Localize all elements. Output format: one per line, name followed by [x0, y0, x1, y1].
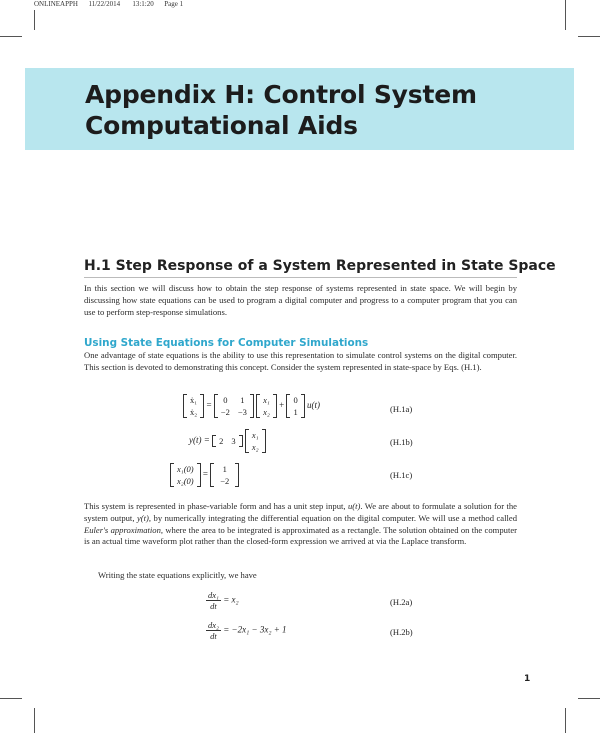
fraction-denominator: dt	[210, 631, 217, 641]
equation-h2a	[206, 590, 239, 611]
initial-condition-values	[210, 463, 239, 487]
derivative-fraction	[206, 620, 221, 641]
equation-label-h1a: (H.1a)	[390, 404, 413, 414]
crop-mark-top-left-h	[0, 36, 22, 37]
paragraph-text: , by numerically integrating the differential equation on the digital computer. We will use a method called	[148, 512, 518, 523]
matrix-cell: 0	[293, 395, 298, 405]
subsection-paragraph-2	[84, 501, 517, 548]
crop-mark-bottom-right-v	[565, 708, 566, 733]
initial-state-vector	[170, 463, 201, 487]
equation-label-h1b: (H.1b)	[390, 437, 413, 447]
paragraph-math: y(t)	[136, 512, 149, 523]
equation-rhs: = −2x₁ − 3x₂ + 1	[223, 624, 287, 635]
matrix-cell: x₂	[251, 442, 259, 452]
matrix-cell: ẋ₂	[190, 407, 198, 417]
matrix-cell: 0	[223, 395, 228, 405]
fraction-numerator: dx₁	[208, 590, 219, 600]
crop-mark-top-right-h	[578, 36, 600, 37]
paragraph-text: , where the area to be integrated is approximated as a rectangle. The solution obtained on the computer is an actual time waveform plot rather than the closed-form expression we arrived at via the Laplace transform.	[84, 524, 518, 547]
matrix-cell: 1	[222, 464, 227, 474]
subsection-title: Using State Equations for Computer Simulations	[84, 337, 369, 349]
equation-label-h2a: (H.2a)	[390, 597, 413, 607]
equation-h1a: ẋ₁ ẋ₂ = 0 1 −2 −3 x₁ x₂ + 0 1 u(t)	[183, 394, 320, 418]
subsection-paragraph-1: One advantage of state equations is the ability to use this representation to simulate control systems on the digital computer. This section is devoted to demonstrating this concept. Consider the system represented in state-space by Eqs. (H.1).	[84, 350, 517, 372]
equation-h1c: x₁(0) x₂(0) = 1 −2	[170, 463, 239, 487]
matrix-cell: 3	[231, 436, 236, 446]
fraction-numerator: dx₂	[208, 620, 219, 630]
matrix-cell: x₂	[263, 407, 270, 417]
derivative-fraction	[206, 590, 221, 611]
crop-mark-top-left-v	[34, 10, 35, 30]
page-number: 1	[524, 674, 531, 684]
system-matrix-a	[214, 394, 254, 418]
crop-mark-top-right-v	[565, 0, 566, 30]
crop-mark-bottom-left-h	[0, 698, 22, 699]
print-page-label: Page 1	[164, 0, 184, 8]
crop-mark-bottom-left-v	[34, 708, 35, 733]
equation-rhs: = x₂	[223, 594, 239, 605]
print-time: 13:1:20	[132, 0, 154, 8]
section-title: H.1 Step Response of a System Represented in State Space	[84, 258, 556, 274]
paragraph-emphasis: Euler's approximation	[84, 524, 161, 535]
state-derivative-vector	[183, 394, 204, 418]
input-matrix-b	[286, 394, 304, 418]
subsection-paragraph-3: Writing the state equations explicitly, we have	[98, 570, 257, 580]
state-vector	[256, 394, 277, 418]
matrix-cell: −3	[237, 407, 247, 417]
section-divider	[84, 277, 517, 278]
state-vector	[245, 429, 266, 453]
section-intro-paragraph: In this section we will discuss how to obtain the step response of systems represented in state space. We will begin by discussing how state equations can be used to program a digital computer and progress to a computer program that you can use to perform step-response simulations.	[84, 283, 517, 317]
paragraph-text: . We are about to formulate a solution for the system output,	[84, 501, 517, 523]
print-file: ONLINEAPPH	[34, 0, 78, 8]
matrix-cell: x₁	[263, 395, 270, 405]
chapter-banner	[25, 68, 574, 150]
matrix-cell: 1	[240, 395, 245, 405]
output-lhs: y(t) =	[189, 435, 210, 446]
matrix-cell: x₁(0)	[177, 464, 194, 474]
matrix-cell: −2	[220, 476, 230, 486]
matrix-cell: ẋ₁	[190, 395, 198, 405]
equation-label-h2b: (H.2b)	[390, 627, 413, 637]
crop-mark-bottom-right-h	[578, 698, 600, 699]
output-matrix-c	[212, 435, 243, 447]
print-date: 11/22/2014	[88, 0, 121, 8]
equation-label-h1c: (H.1c)	[390, 470, 413, 480]
matrix-cell: 2	[219, 436, 224, 446]
matrix-cell: −2	[220, 407, 230, 417]
paragraph-math: u(t)	[347, 501, 361, 511]
fraction-denominator: dt	[210, 601, 217, 611]
input-term: u(t)	[306, 400, 320, 411]
matrix-cell: x₂(0)	[177, 476, 194, 486]
print-header	[34, 0, 183, 8]
matrix-cell: 1	[293, 407, 298, 417]
matrix-cell: x₁	[251, 430, 259, 440]
equation-h1b	[189, 429, 266, 453]
paragraph-text: This system is represented in phase-variable form and has a unit step input,	[84, 501, 348, 511]
chapter-title: Appendix H: Control System Computational Aids	[85, 80, 477, 140]
equation-h2b	[206, 620, 287, 641]
